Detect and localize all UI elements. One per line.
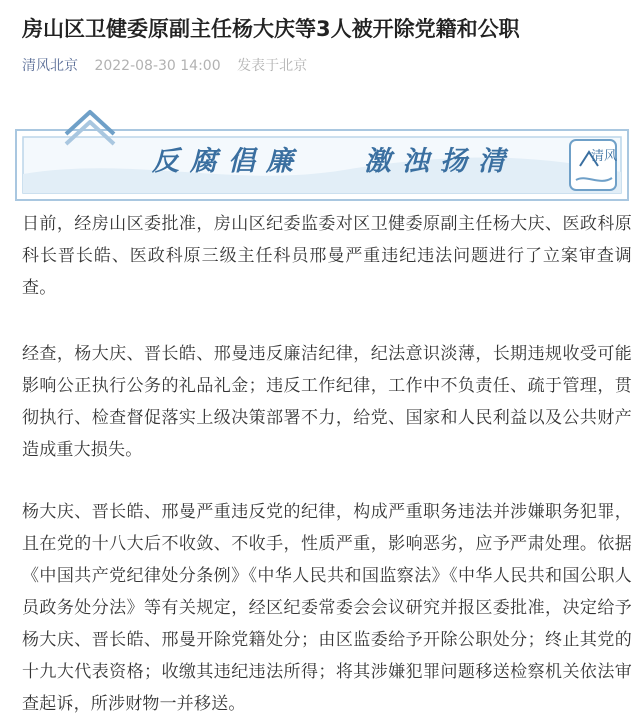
publish-location: 发表于北京 xyxy=(237,58,308,74)
article-paragraph-3: 杨大庆、晋长皓、邢曼严重违反党的纪律，构成严重职务违法并涉嫌职务犯罪，且在党的十八大后不收敛、不收手，性质严重，影响恶劣，应予严肃处理。依据《中国共产党纪律处分条例》《中华人民共和国监察法》《中华人民共和国公职人员政务处分法》等有关规定，经区纪委常委会会议研究并报区委批准，决定给予杨大庆、晋长皓、邢曼开除党籍处分；由区监委给予开除公职处分；终止其党的十九大代表资格；收缴其违纪违法所得；将其涉嫌犯罪问题移送检察机关依法审查起诉，所涉财物一并移送。 xyxy=(22,502,632,714)
slogan-right: 激浊扬清 xyxy=(364,146,516,177)
banner-logo-text: 清风 xyxy=(590,149,618,164)
article-paragraph-1: 日前，经房山区委批准，房山区纪委监委对区卫健委原副主任杨大庆、医政科原科长晋长皓、医政科原三级主任科员邢曼严重违纪违法问题进行了立案审查调查。 xyxy=(22,214,632,298)
article-paragraph-2: 经查，杨大庆、晋长皓、邢曼违反廉洁纪律，纪法意识淡薄，长期违规收受可能影响公正执行公务的礼品礼金；违反工作纪律，工作中不负责任、疏于管理，贯彻执行、检查督促落实上级决策部署不力，给党、国家和人民利益以及公共财产造成重大损失。 xyxy=(22,344,632,460)
article-meta xyxy=(22,56,307,76)
account-name-link[interactable]: 清风北京 xyxy=(22,58,78,74)
slogan-left: 反腐倡廉 xyxy=(152,146,304,177)
publish-time: 2022-08-30 14:00 xyxy=(94,58,221,74)
banner-graphic xyxy=(14,104,630,204)
article-title: 房山区卫健委原副主任杨大庆等3人被开除党籍和公职 xyxy=(22,17,520,41)
slogan-banner-image xyxy=(14,104,630,204)
